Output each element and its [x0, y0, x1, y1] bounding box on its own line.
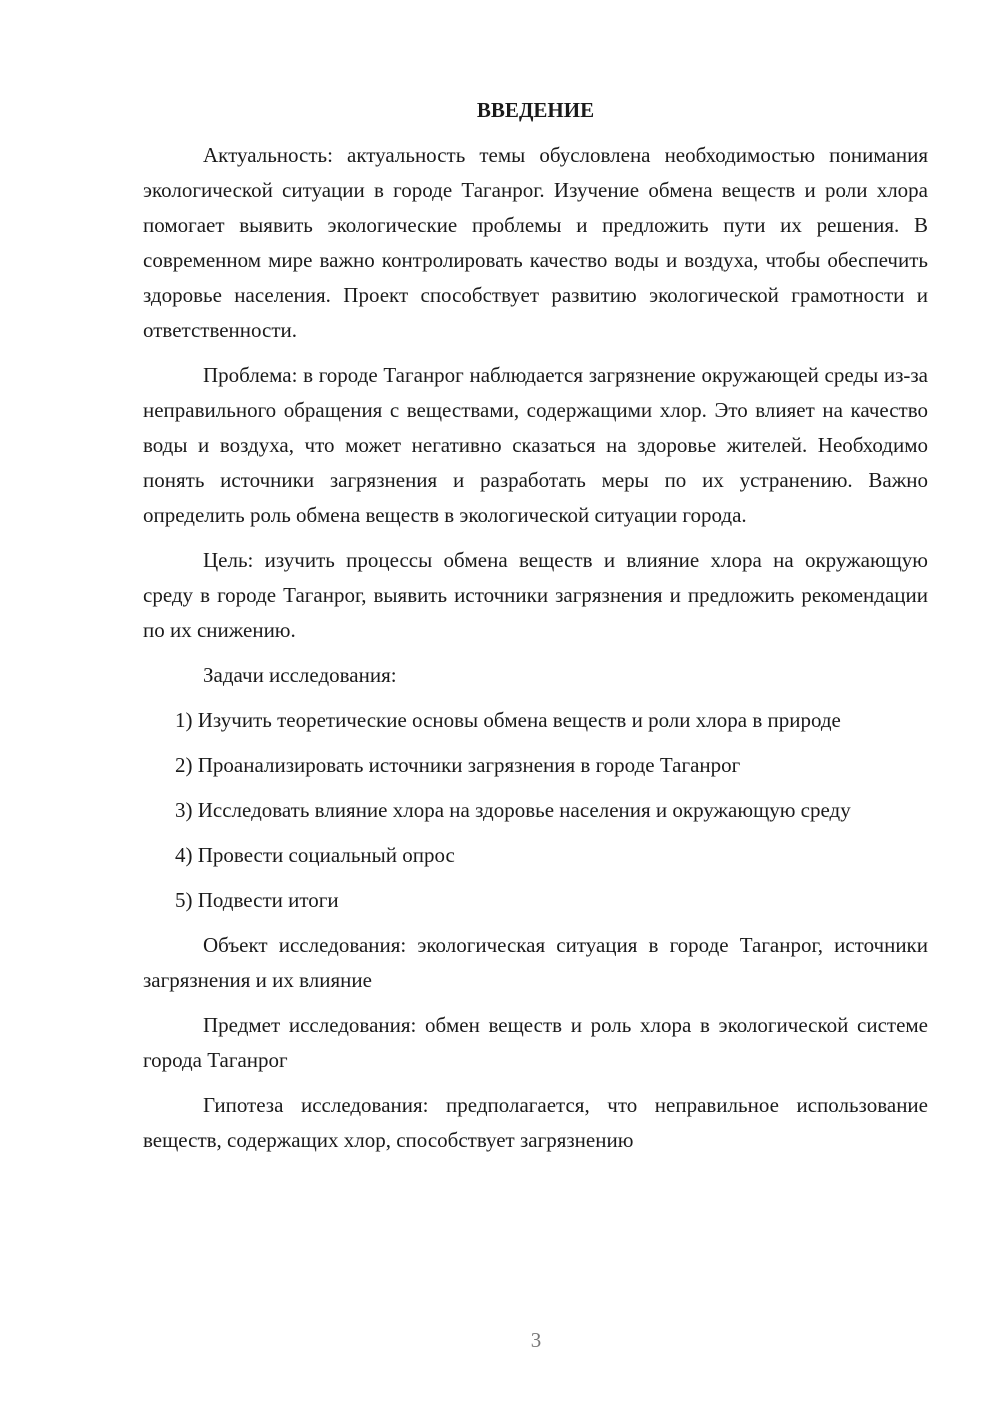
task-item-2: 2) Проанализировать источники загрязнения в городе Таганрог	[175, 753, 741, 777]
paragraph-goal: Цель: изучить процессы обмена веществ и влияние хлора на окружающую среду в городе Таганрог, выявить источники загрязнения и предложить рекомендации по их снижению.	[143, 548, 928, 642]
page-number: 3	[530, 1328, 542, 1352]
task-item-4: 4) Провести социальный опрос	[175, 843, 455, 867]
paragraph-relevance: Актуальность: актуальность темы обусловлена необходимостью понимания экологической ситуации в городе Таганрог. Изучение обмена веществ и роли хлора помогает выявить экологические проблемы и предложить пути их решения. В современном мире важно контролировать качество воды и воздуха, чтобы обеспечить здоровье населения. Проект способствует развитию экологической грамотности и ответственности.	[143, 143, 928, 342]
paragraph-tasks-title: Задачи исследования:	[203, 663, 397, 687]
task-item-1: 1) Изучить теоретические основы обмена веществ и роли хлора в природе	[175, 708, 841, 732]
page-content	[143, 93, 928, 1168]
task-item-3: 3) Исследовать влияние хлора на здоровье населения и окружающую среду	[175, 798, 851, 822]
task-item-5: 5) Подвести итоги	[175, 888, 339, 912]
paragraph-problem: Проблема: в городе Таганрог наблюдается загрязнение окружающей среды из-за неправильного обращения с веществами, содержащими хлор. Это влияет на качество воды и воздуха, что может негативно сказаться на здоровье жителей. Необходимо понять источники загрязнения и разработать меры по их устранению. Важно определить роль обмена веществ в экологической ситуации города.	[143, 363, 928, 527]
paragraph-hypothesis: Гипотеза исследования: предполагается, что неправильное использование веществ, содержащих хлор, способствует загрязнению	[143, 1093, 928, 1152]
section-heading: ВВЕДЕНИЕ	[476, 98, 595, 122]
paragraph-subject: Предмет исследования: обмен веществ и роль хлора в экологической системе города Таганрог	[143, 1013, 928, 1072]
paragraph-object: Объект исследования: экологическая ситуация в городе Таганрог, источники загрязнения и их влияние	[143, 933, 928, 992]
